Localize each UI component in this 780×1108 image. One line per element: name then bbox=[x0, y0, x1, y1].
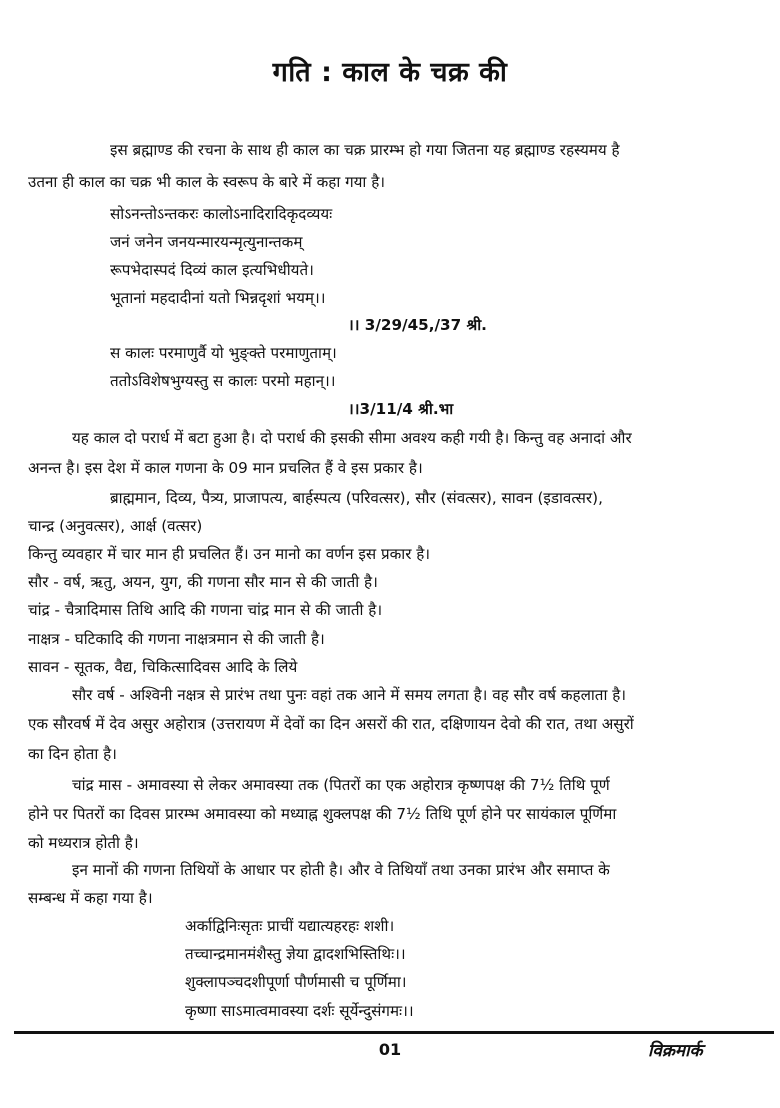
paragraph-line: चांद्र मास - अमावस्या से लेकर अमावस्या तक (पितरों का एक अहोरात्र कृष्णपक्ष की 7½ तिथि पूर्ण bbox=[72, 776, 610, 794]
paragraph-line: यह काल दो परार्ध में बटा हुआ है। दो परार्ध की इसकी सीमा अवश्य कही गयी है। किन्तु वह अनादां और bbox=[72, 429, 632, 447]
paragraph-line: एक सौरवर्ष में देव असुर अहोरात्र (उत्तरायण में देवों का दिन असरों की रात, दक्षिणायन देवो की रात, तथा असुरों bbox=[28, 715, 634, 733]
paragraph-line: चान्द्र (अनुवत्सर), आर्क्ष (वत्सर) bbox=[28, 517, 203, 535]
paragraph-line: का दिन होता है। bbox=[28, 745, 117, 763]
paragraph-line: सम्बन्ध में कहा गया है। bbox=[28, 889, 153, 907]
verse-line: रूपभेदास्पदं दिव्यं काल इत्यभिधीयते। bbox=[110, 261, 314, 279]
paragraph-line: उतना ही काल का चक्र भी काल के स्वरूप के बारे में कहा गया है। bbox=[28, 173, 386, 191]
paragraph-line: सौर - वर्ष, ऋतु, अयन, युग, की गणना सौर मान से की जाती है। bbox=[28, 573, 378, 591]
paragraph-line: नाक्षत्र - घटिकादि की गणना नाक्षत्रमान से की जाती है। bbox=[28, 630, 325, 648]
paragraph-line: अनन्त है। इस देश में काल गणना के 09 मान प्रचलित हैं वे इस प्रकार है। bbox=[28, 459, 423, 477]
paragraph-line: किन्तु व्यवहार में चार मान ही प्रचलित हैं। उन मानो का वर्णन इस प्रकार है। bbox=[28, 545, 431, 563]
verse-line: अर्काद्विनिःसृतः प्राचीं यद्यात्यहरहः शशी। bbox=[185, 917, 395, 935]
paragraph-line: ब्राह्ममान, दिव्य, पैत्र्य, प्राजापत्य, बार्हस्पत्य (परिवत्सर), सौर (संवत्सर), सावन (इडावत्सर), bbox=[110, 489, 603, 507]
verse-line: कृष्णा साऽमात्वमावस्या दर्शः सूर्येन्दुसंगमः।। bbox=[185, 1002, 414, 1020]
verse-line: भूतानां महदादीनां यतो भिन्नदृशां भयम्।। bbox=[110, 289, 326, 307]
verse-line: जनं जनेन जनयन्मारयन्मृत्युनान्तकम् bbox=[110, 233, 303, 251]
footer-divider bbox=[14, 1031, 774, 1034]
paragraph-line: इस ब्रह्माण्ड की रचना के साथ ही काल का चक्र प्रारम्भ हो गया जितना यह ब्रह्माण्ड रहस्यमय है bbox=[110, 141, 620, 159]
paragraph-line: इन मानों की गणना तिथियों के आधार पर होती है। और वे तिथियाँ तथा उनका प्रारंभ और समाप्त के bbox=[72, 861, 610, 879]
paragraph-line: सावन - सूतक, वैद्य, चिकित्सादिवस आदि के लिये bbox=[28, 658, 298, 676]
verse-line: सोऽनन्तोऽन्तकरः कालोऽनादिरादिकृदव्ययः bbox=[110, 205, 333, 223]
page-number: 01 bbox=[378, 1040, 402, 1059]
paragraph-line: को मध्यरात्र होती है। bbox=[28, 834, 139, 852]
paragraph-line: होने पर पितरों का दिवस प्रारम्भ अमावस्या को मध्याह्न शुक्लपक्ष की 7½ तिथि पूर्ण होने पर सायंकाल पूर्णिमा bbox=[28, 805, 617, 823]
paragraph-line: चांद्र - चैत्रादिमास तिथि आदि की गणना चांद्र मान से की जाती है। bbox=[28, 601, 383, 619]
footer-brand: विक्रमार्क bbox=[648, 1041, 703, 1061]
verse-reference: ।। 3/29/45,/37 श्री. bbox=[348, 316, 487, 334]
page-title: गति : काल के चक्र की bbox=[272, 57, 508, 88]
verse-line: स कालः परमाणुर्वै यो भुङ्क्ते परमाणुताम्। bbox=[110, 344, 337, 362]
verse-line: ततोऽविशेषभुग्यस्तु स कालः परमो महान्।। bbox=[110, 372, 336, 390]
verse-line: शुक्लापञ्चदशीपूर्णा पौर्णमासी च पूर्णिमा। bbox=[185, 973, 407, 991]
verse-reference: ।।3/11/4 श्री.भा bbox=[348, 400, 454, 418]
verse-line: तच्चान्द्रमानमंशैस्तु ज्ञेया द्वादशभिस्तिथिः।। bbox=[185, 945, 406, 963]
paragraph-line: सौर वर्ष - अश्विनी नक्षत्र से प्रारंभ तथा पुनः वहां तक आने में समय लगता है। वह सौर वर्ष कहलाता है। bbox=[72, 686, 627, 704]
